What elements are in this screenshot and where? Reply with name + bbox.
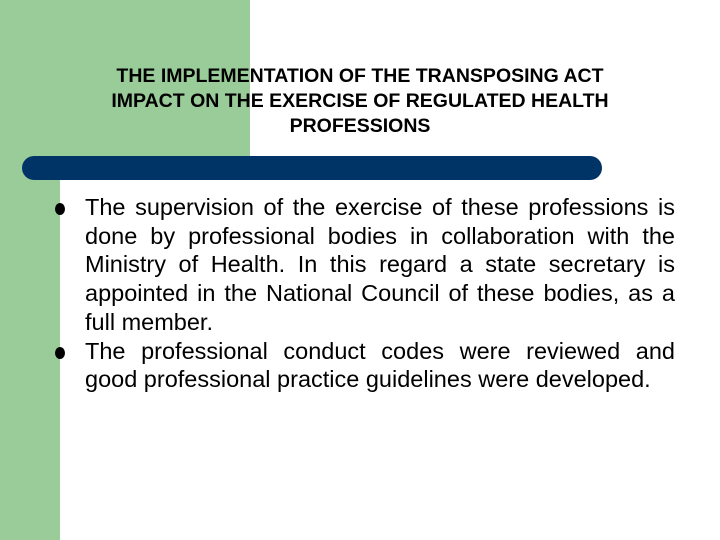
bullet-text-conduct-codes: The professional conduct codes were reviewed and good professional practice guidelines were developed. [85,337,675,393]
slide-title [20,64,700,139]
slide-title-line-1: THE IMPLEMENTATION OF THE TRANSPOSING ACT [116,65,604,87]
bullet-item-supervision [55,193,675,337]
bullet-item-conduct-codes [55,337,675,394]
slide-title-line-2: IMPACT ON THE EXERCISE OF REGULATED HEALTH [111,90,609,112]
bullet-dot-icon [55,203,65,215]
bullet-dot-icon [55,347,65,359]
slide-title-line-3: PROFESSIONS [289,115,431,137]
title-divider-bar [22,156,602,180]
bullet-text-supervision: The supervision of the exercise of these professions is done by professional bodies in collaboration with the Ministry of Health. In this regard a state secretary is appointed in the National Council of these bodies, as a full member. [85,194,675,335]
bullet-list [55,193,675,394]
